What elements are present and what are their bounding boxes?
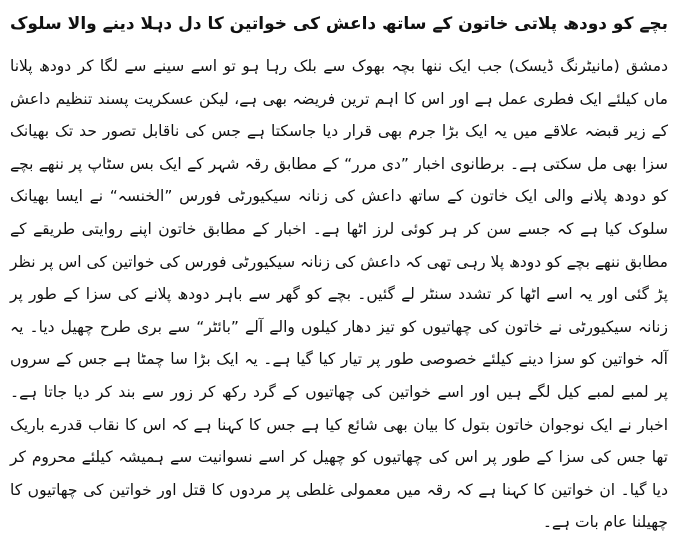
article-body: دمشق (مانیٹرنگ ڈیسک) جب ایک ننھا بچہ بھوک سے بلک رہا ہو تو اسے سینے سے لگا کر دودھ پلانا ماں کیلئے ایک فطری عمل ہے اور اس کا اہم ترین فریضہ بھی ہے، لیکن عسکریت پسند تنظیم داعش کے زیر قبضہ علاقے میں یہ ایک بڑا جرم بھی قرار دیا جاسکتا ہے جس کی ناقابل تصور حد تک بھیانک سزا بھی مل سکتی ہے۔ برطانوی اخبار ”دی مرر“ کے مطابق رقہ شہر کے ایک بس سٹاپ پر ننھے بچے کو دودھ پلانے والی ایک خاتون کے ساتھ داعش کی زنانہ سیکیورٹی فورس ”الخنسہ“ نے ایسا بھیانک سلوک کیا ہے کہ جسے سن کر ہر کوئی لرز اٹھا ہے۔ اخبار کے مطابق خاتون اپنے روایتی طریقے کے مطابق ننھے بچے کو دودھ پلا رہی تھی کہ داعش کی زنانہ سیکیورٹی فورس کی خواتین کی اس پر نظر پڑ گئی اور یہ اسے اٹھا کر تشدد سنٹر لے گئیں۔ بچے کو گھر سے باہر دودھ پلانے کی سزا کے طور پر زنانہ سیکیورٹی نے خاتون کی چھاتیوں کو تیز دھار کیلوں والے آلے ”بائٹر“ سے بری طرح چھیل دیا۔ یہ آلہ خواتین کو سزا دینے کیلئے خصوصی طور پر تیار کیا گیا ہے۔ یہ ایک بڑا سا چمٹا ہے جس کے سروں پر لمبے لمبے کیل لگے ہیں اور اسے خواتین کی چھاتیوں کے گرد رکھ کر زور سے بند کر دیا جاتا ہے۔ اخبار نے ایک نوجوان خاتون بتول کا بیان بھی شائع کیا ہے جس کا کہنا ہے کہ اس کا نقاب قدرے باریک تھا جس کی سزا کے طور پر اس کی چھاتیوں کو چھیل کر اسے نسوانیت سے ہمیشہ کیلئے محروم کر دیا گیا۔ ان خواتین کا کہنا ہے کہ رقہ میں معمولی غلطی پر مردوں کا قتل اور خواتین کی چھاتیوں کا چھیلنا عام بات ہے۔ xyxy=(10,57,668,532)
article-headline: بچے کو دودھ پلاتی خاتون کے ساتھ داعش کی خواتین کا دل دہلا دینے والا سلوک xyxy=(10,14,668,34)
